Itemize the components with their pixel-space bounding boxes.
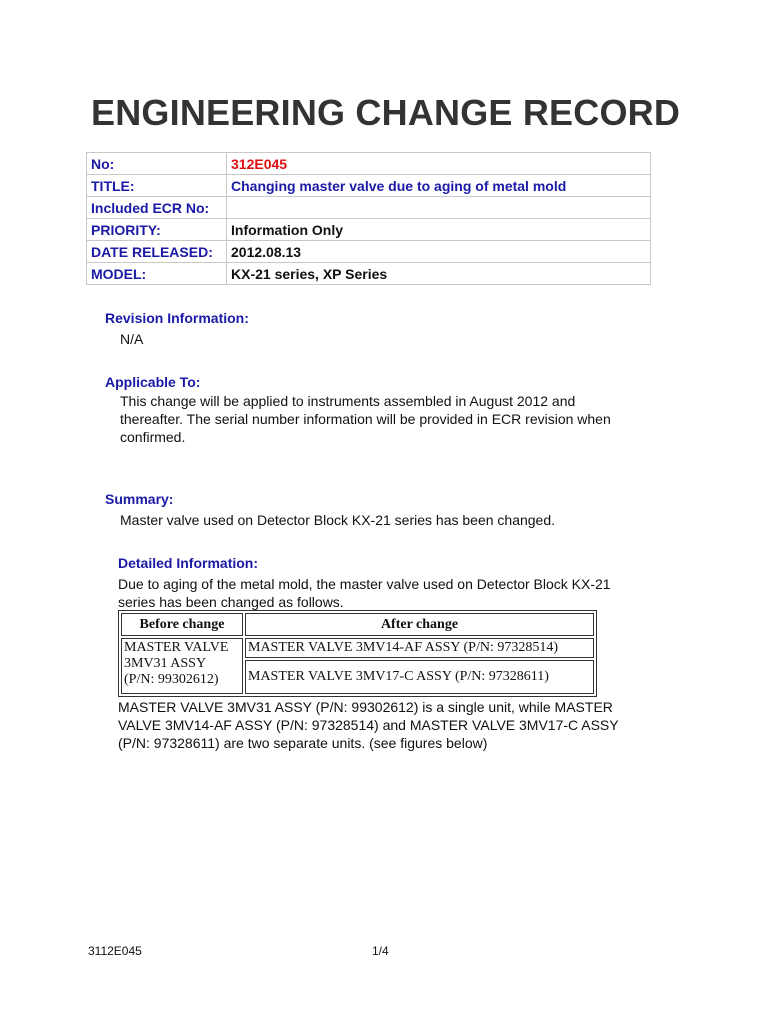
before-line: (P/N: 99302612) [124, 672, 219, 687]
info-table [86, 152, 651, 285]
footer-page-number: 1/4 [372, 944, 389, 958]
table-row [121, 613, 594, 636]
model-value: KX-21 series, XP Series [227, 263, 651, 285]
detailed-heading: Detailed Information: [118, 555, 259, 571]
before-line: 3MV31 ASSY [124, 656, 207, 671]
after-header: After change [245, 613, 594, 636]
no-label: No: [87, 153, 227, 175]
before-header: Before change [121, 613, 243, 636]
priority-label: PRIORITY: [87, 219, 227, 241]
table-row [87, 241, 651, 263]
ecr-label: Included ECR No: [87, 197, 227, 219]
table-row [87, 153, 651, 175]
summary-heading: Summary: [105, 491, 174, 507]
after-cell: MASTER VALVE 3MV14-AF ASSY (P/N: 97328514) [245, 638, 594, 658]
document-title: ENGINEERING CHANGE RECORD [91, 92, 681, 133]
footer-doc-id: 3112E045 [88, 944, 142, 958]
applicable-line: This change will be applied to instruments assembled in August 2012 and [120, 393, 576, 409]
title-value: Changing master valve due to aging of metal mold [227, 175, 651, 197]
after-cell: MASTER VALVE 3MV17-C ASSY (P/N: 97328611) [245, 660, 594, 694]
table-row [87, 263, 651, 285]
date-value: 2012.08.13 [227, 241, 651, 263]
model-label: MODEL: [87, 263, 227, 285]
detailed-after-line: (P/N: 97328611) are two separate units. (see figures below) [118, 735, 488, 751]
detailed-line: series has been changed as follows. [118, 594, 344, 610]
table-row [87, 219, 651, 241]
detailed-after-text [118, 698, 619, 752]
summary-text: Master valve used on Detector Block KX-21 series has been changed. [120, 512, 556, 528]
applicable-heading: Applicable To: [105, 374, 201, 390]
summary-section [105, 490, 555, 529]
detailed-line: Due to aging of the metal mold, the master valve used on Detector Block KX-21 [118, 576, 611, 592]
table-row [87, 197, 651, 219]
ecr-value [227, 197, 651, 219]
before-line: MASTER VALVE [124, 640, 229, 655]
title-label: TITLE: [87, 175, 227, 197]
revision-text: N/A [120, 331, 144, 347]
no-value: 312E045 [227, 153, 651, 175]
table-row [121, 638, 594, 658]
detailed-section [118, 554, 611, 611]
applicable-line: confirmed. [120, 429, 186, 445]
applicable-section [105, 373, 611, 446]
date-label: DATE RELEASED: [87, 241, 227, 263]
revision-section [105, 309, 249, 348]
detailed-after-line: MASTER VALVE 3MV31 ASSY (P/N: 99302612) is a single unit, while MASTER [118, 699, 613, 715]
table-row [87, 175, 651, 197]
applicable-line: thereafter. The serial number information will be provided in ECR revision when [120, 411, 611, 427]
detailed-after-line: VALVE 3MV14-AF ASSY (P/N: 97328514) and MASTER VALVE 3MV17-C ASSY [118, 717, 619, 733]
before-cell [121, 638, 243, 694]
change-table [118, 610, 597, 697]
priority-value: Information Only [227, 219, 651, 241]
revision-heading: Revision Information: [105, 310, 249, 326]
